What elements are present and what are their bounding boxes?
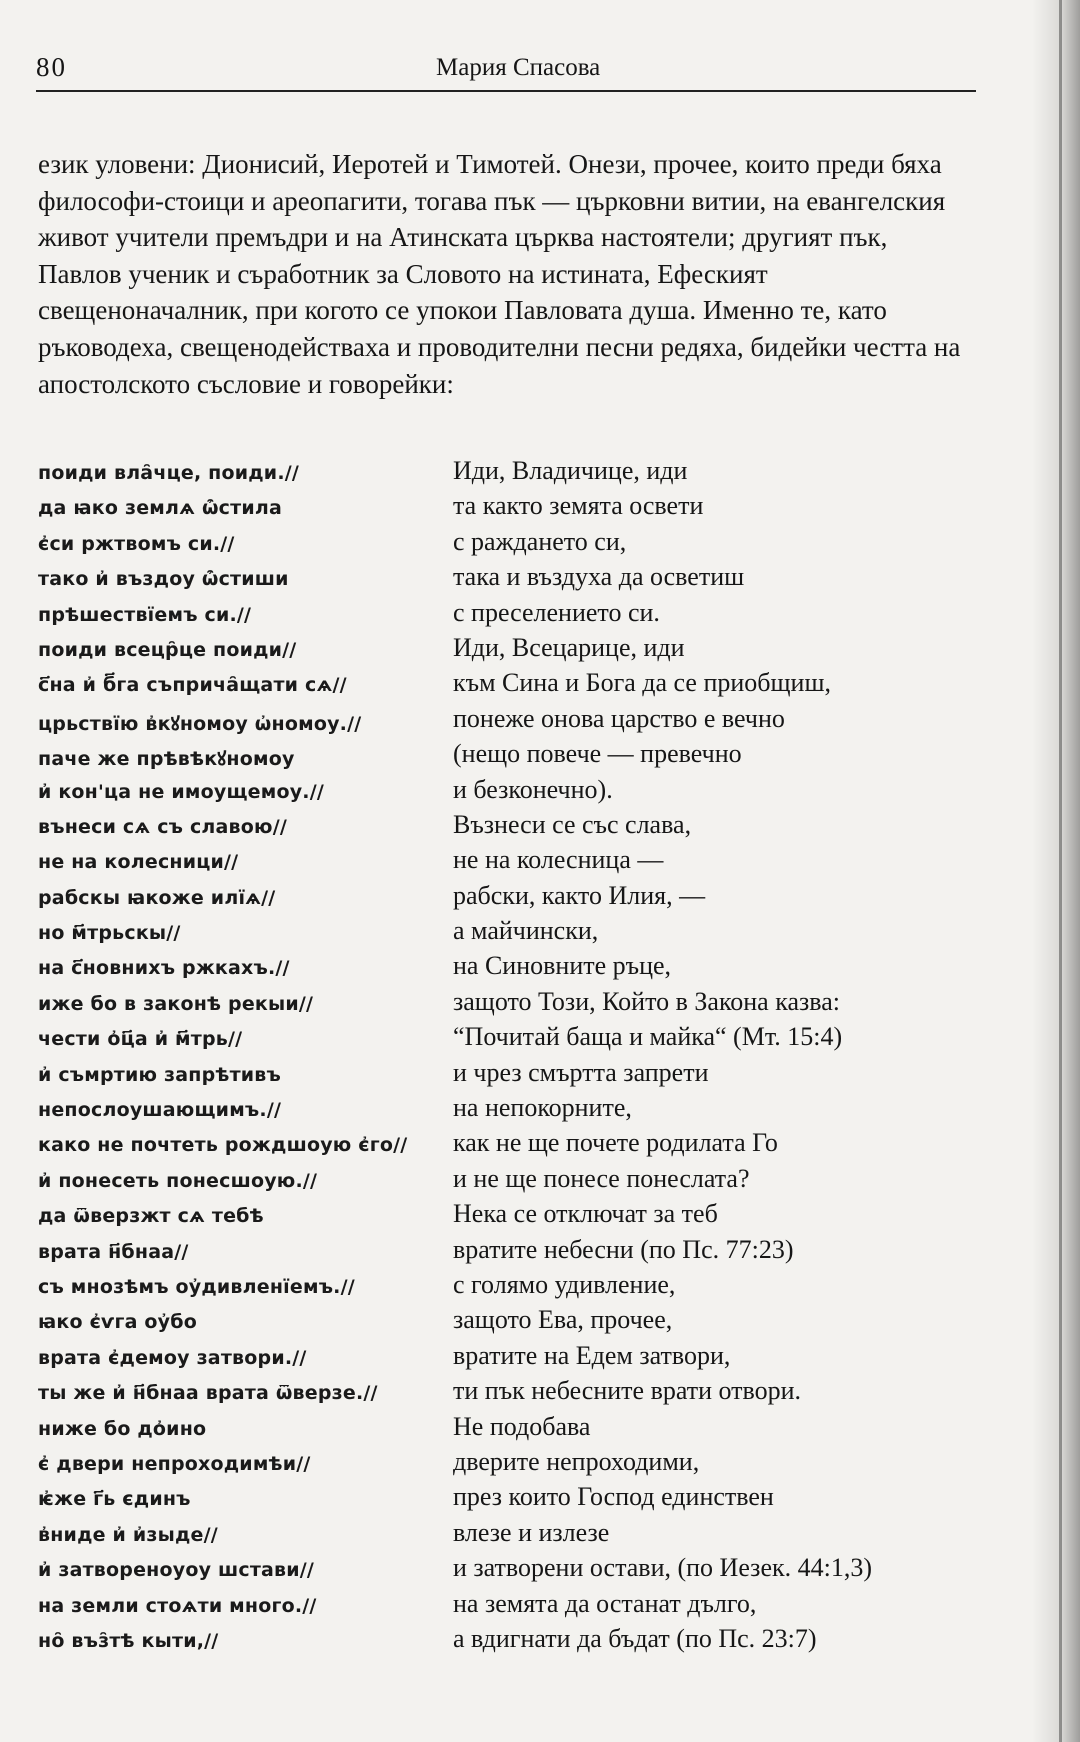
church-slavonic-text: ниже бо до҆ино <box>38 1417 207 1440</box>
bulgarian-translation: и безконечно). <box>453 774 613 804</box>
bulgarian-translation: ти пък небесните врати отвори. <box>453 1376 802 1406</box>
bulgarian-translation: та както земята освети <box>453 491 704 521</box>
verse-line <box>38 668 988 703</box>
church-slavonic-text: ты же и҆ н҃бнаа врата ѿверзе.// <box>38 1382 378 1405</box>
church-slavonic-text: но м҃трьскы// <box>38 922 181 945</box>
church-slavonic-text: поиди вла̑чце, поиди.// <box>38 462 300 484</box>
church-slavonic-text: да ѿверзжт сѧ тебѣ <box>38 1205 264 1228</box>
verse-line <box>38 1164 988 1199</box>
bulgarian-translation: и затворени остави, (по Иезек. 44:1,3) <box>453 1553 873 1583</box>
bulgarian-translation: с преселението си. <box>453 597 660 627</box>
bulgarian-translation: Възнеси се със слава, <box>453 809 692 839</box>
bulgarian-translation: и чрез смъртта запрети <box>453 1057 709 1087</box>
bulgarian-translation: Иди, Владичице, иди <box>453 456 688 485</box>
verse-line <box>38 1412 988 1447</box>
bulgarian-translation: на непокорните, <box>453 1093 632 1123</box>
verse-line <box>38 598 988 633</box>
bulgarian-translation: как не ще почете родилата Го <box>453 1128 778 1158</box>
church-slavonic-text: съ мнозѣмъ оу҆дивленїемъ.// <box>38 1275 355 1298</box>
verse-line <box>38 1093 988 1128</box>
verse-line <box>38 1235 988 1270</box>
bulgarian-translation: влезе и излезе <box>453 1517 610 1547</box>
verse-line <box>38 1624 988 1659</box>
church-slavonic-text: врата є҆демоу затвори.// <box>38 1346 307 1369</box>
verse-line <box>38 1128 988 1163</box>
verse-line <box>38 951 988 986</box>
page-edge-shadow <box>1032 0 1080 1742</box>
verse-line <box>38 1376 988 1411</box>
verse-line <box>38 845 988 880</box>
verse-line <box>38 456 988 491</box>
church-slavonic-text: и҆ кон'ца не имоущемоу.// <box>38 780 325 803</box>
bulgarian-translation: Иди, Всецарице, иди <box>453 632 685 662</box>
church-slavonic-text: паче же прѣвѣкꙋномоу <box>38 748 295 771</box>
bulgarian-translation: вратите небесни (по Пс. 77:23) <box>453 1234 794 1264</box>
verse-line <box>38 739 988 774</box>
bulgarian-translation: на Синовните ръце, <box>453 951 672 981</box>
verse-line <box>38 1305 988 1340</box>
bulgarian-translation: а майчински, <box>453 916 599 946</box>
bulgarian-translation: защото Този, Който в Закона казва: <box>453 986 840 1016</box>
verse-line <box>38 1058 988 1093</box>
prose-paragraph <box>38 146 976 402</box>
church-slavonic-text: в҆ниде и҆ и҆зыде// <box>38 1523 218 1546</box>
verse-line <box>38 633 988 668</box>
verse-line <box>38 1482 988 1517</box>
bulgarian-translation: а вдигнати да бъдат (по Пс. 23:7) <box>453 1623 817 1653</box>
bulgarian-translation: Нека се отключат за теб <box>453 1199 718 1229</box>
verse-line <box>38 881 988 916</box>
bulgarian-translation: (нещо повече — превечно <box>453 739 742 769</box>
bulgarian-translation: и не ще понесе понеслата? <box>453 1163 750 1193</box>
church-slavonic-text: поиди всецр̑це поиди// <box>38 638 297 661</box>
verse-line <box>38 1270 988 1305</box>
church-slavonic-text: ѥ҆же г҃ь єдинъ <box>38 1488 191 1511</box>
church-slavonic-text: на земли стоѧти много.// <box>38 1594 317 1617</box>
verse-line <box>38 916 988 951</box>
bulgarian-translation: дверите непроходими, <box>453 1446 700 1476</box>
verse-line <box>38 1518 988 1553</box>
bulgarian-translation: така и въздуха да осветиш <box>453 562 745 592</box>
page-number: 80 <box>36 52 67 82</box>
bulgarian-translation: не на колесница — <box>453 845 664 875</box>
verse-line <box>38 1199 988 1234</box>
verse-line <box>38 1341 988 1376</box>
bulgarian-translation: към Сина и Бога да се приобщиш, <box>453 668 831 698</box>
verse-line <box>38 562 988 597</box>
church-slavonic-text: и҆ затвореноуоу шстави// <box>38 1559 315 1582</box>
bulgarian-translation: на земята да останат дълго, <box>453 1588 757 1618</box>
church-slavonic-text: тако и҆ въздоу ѡ҆̑стиши <box>38 568 289 591</box>
church-slavonic-text: и҆ съмртию запрѣтивъ <box>38 1063 282 1086</box>
church-slavonic-text: да ꙗко землѧ ѡ҆̑стила <box>38 497 282 520</box>
church-slavonic-text: како не почтеть рождшоую є҆го// <box>38 1134 408 1157</box>
page-edge-line <box>1059 0 1062 1742</box>
verse-line <box>38 527 988 562</box>
paragraph-text: език уловени: Дионисий, Иеротей и Тимотей. Онези, прочее, които преди бяха философи-стоици и ареопагити, тогава пък — църковни витии, на евангелския живот учители премъдри и на Атинската църква настоятели; другият пък, Павлов ученик и съработник за Словото на истината, Ефеският свещеноначалник, при когото се упокои Павловата душа. Именно те, като ръководеха, свещенодействаха и проводителни песни редяха, бидейки честта на апостолското съсловие и говорейки: <box>38 149 961 399</box>
running-title: Мария Спасова <box>436 54 601 81</box>
page-header <box>36 52 976 92</box>
church-slavonic-text: но̑ въз̑тѣ кыти,// <box>38 1629 219 1652</box>
church-slavonic-text: чести о҆ц҃а и҆ м҃трь// <box>38 1028 243 1051</box>
church-slavonic-text: иже бо в законѣ рекыи// <box>38 992 314 1015</box>
church-slavonic-text: рабскы ꙗкоже илїѧ// <box>38 886 276 909</box>
church-slavonic-text: є҆ двери непроходимѣи// <box>38 1452 311 1475</box>
verse-line <box>38 1589 988 1624</box>
bulgarian-translation: понеже онова царство е вечно <box>453 703 785 733</box>
church-slavonic-text: на с҃новнихъ ржкахъ.// <box>38 957 290 980</box>
church-slavonic-text: вънеси сѧ съ славою// <box>38 815 287 838</box>
verse-line <box>38 1447 988 1482</box>
bulgarian-translation: с раждането си, <box>453 526 627 556</box>
bulgarian-translation: през които Господ единствен <box>453 1482 774 1512</box>
verse-line <box>38 1022 988 1057</box>
bulgarian-translation: Не подобава <box>453 1411 591 1441</box>
bulgarian-translation: “Почитай баща и майка“ (Мт. 15:4) <box>453 1022 843 1052</box>
church-slavonic-text: прѣшествїемъ си.// <box>38 603 252 626</box>
verse-line <box>38 810 988 845</box>
church-slavonic-text: црьствїю в҆кꙋномоу ѡ҆номоу.// <box>38 712 362 735</box>
church-slavonic-text: непослоушающимъ.// <box>38 1099 282 1122</box>
parallel-verses <box>38 456 988 1659</box>
church-slavonic-text: и҆ понесеть понесшоую.// <box>38 1169 318 1192</box>
church-slavonic-text: ꙗко є҆ѵга оу҆бо <box>38 1311 197 1334</box>
bulgarian-translation: с голямо удивление, <box>453 1269 676 1299</box>
verse-line <box>38 491 988 526</box>
verse-line <box>38 775 988 810</box>
bulgarian-translation: защото Ева, прочее, <box>453 1305 673 1335</box>
verse-line <box>38 987 988 1022</box>
bulgarian-translation: рабски, както Илия, — <box>453 880 706 910</box>
church-slavonic-text: не на колесници// <box>38 851 239 874</box>
church-slavonic-text: с҃на и҆ б҃га съприча̑щати сѧ// <box>38 674 347 697</box>
header-rule <box>36 90 976 92</box>
church-slavonic-text: врата н҃бнаа// <box>38 1240 189 1263</box>
church-slavonic-text: є҆си ржтвомъ си.// <box>38 532 235 555</box>
verse-line <box>38 704 988 739</box>
verse-line <box>38 1553 988 1588</box>
bulgarian-translation: вратите на Едем затвори, <box>453 1340 731 1370</box>
